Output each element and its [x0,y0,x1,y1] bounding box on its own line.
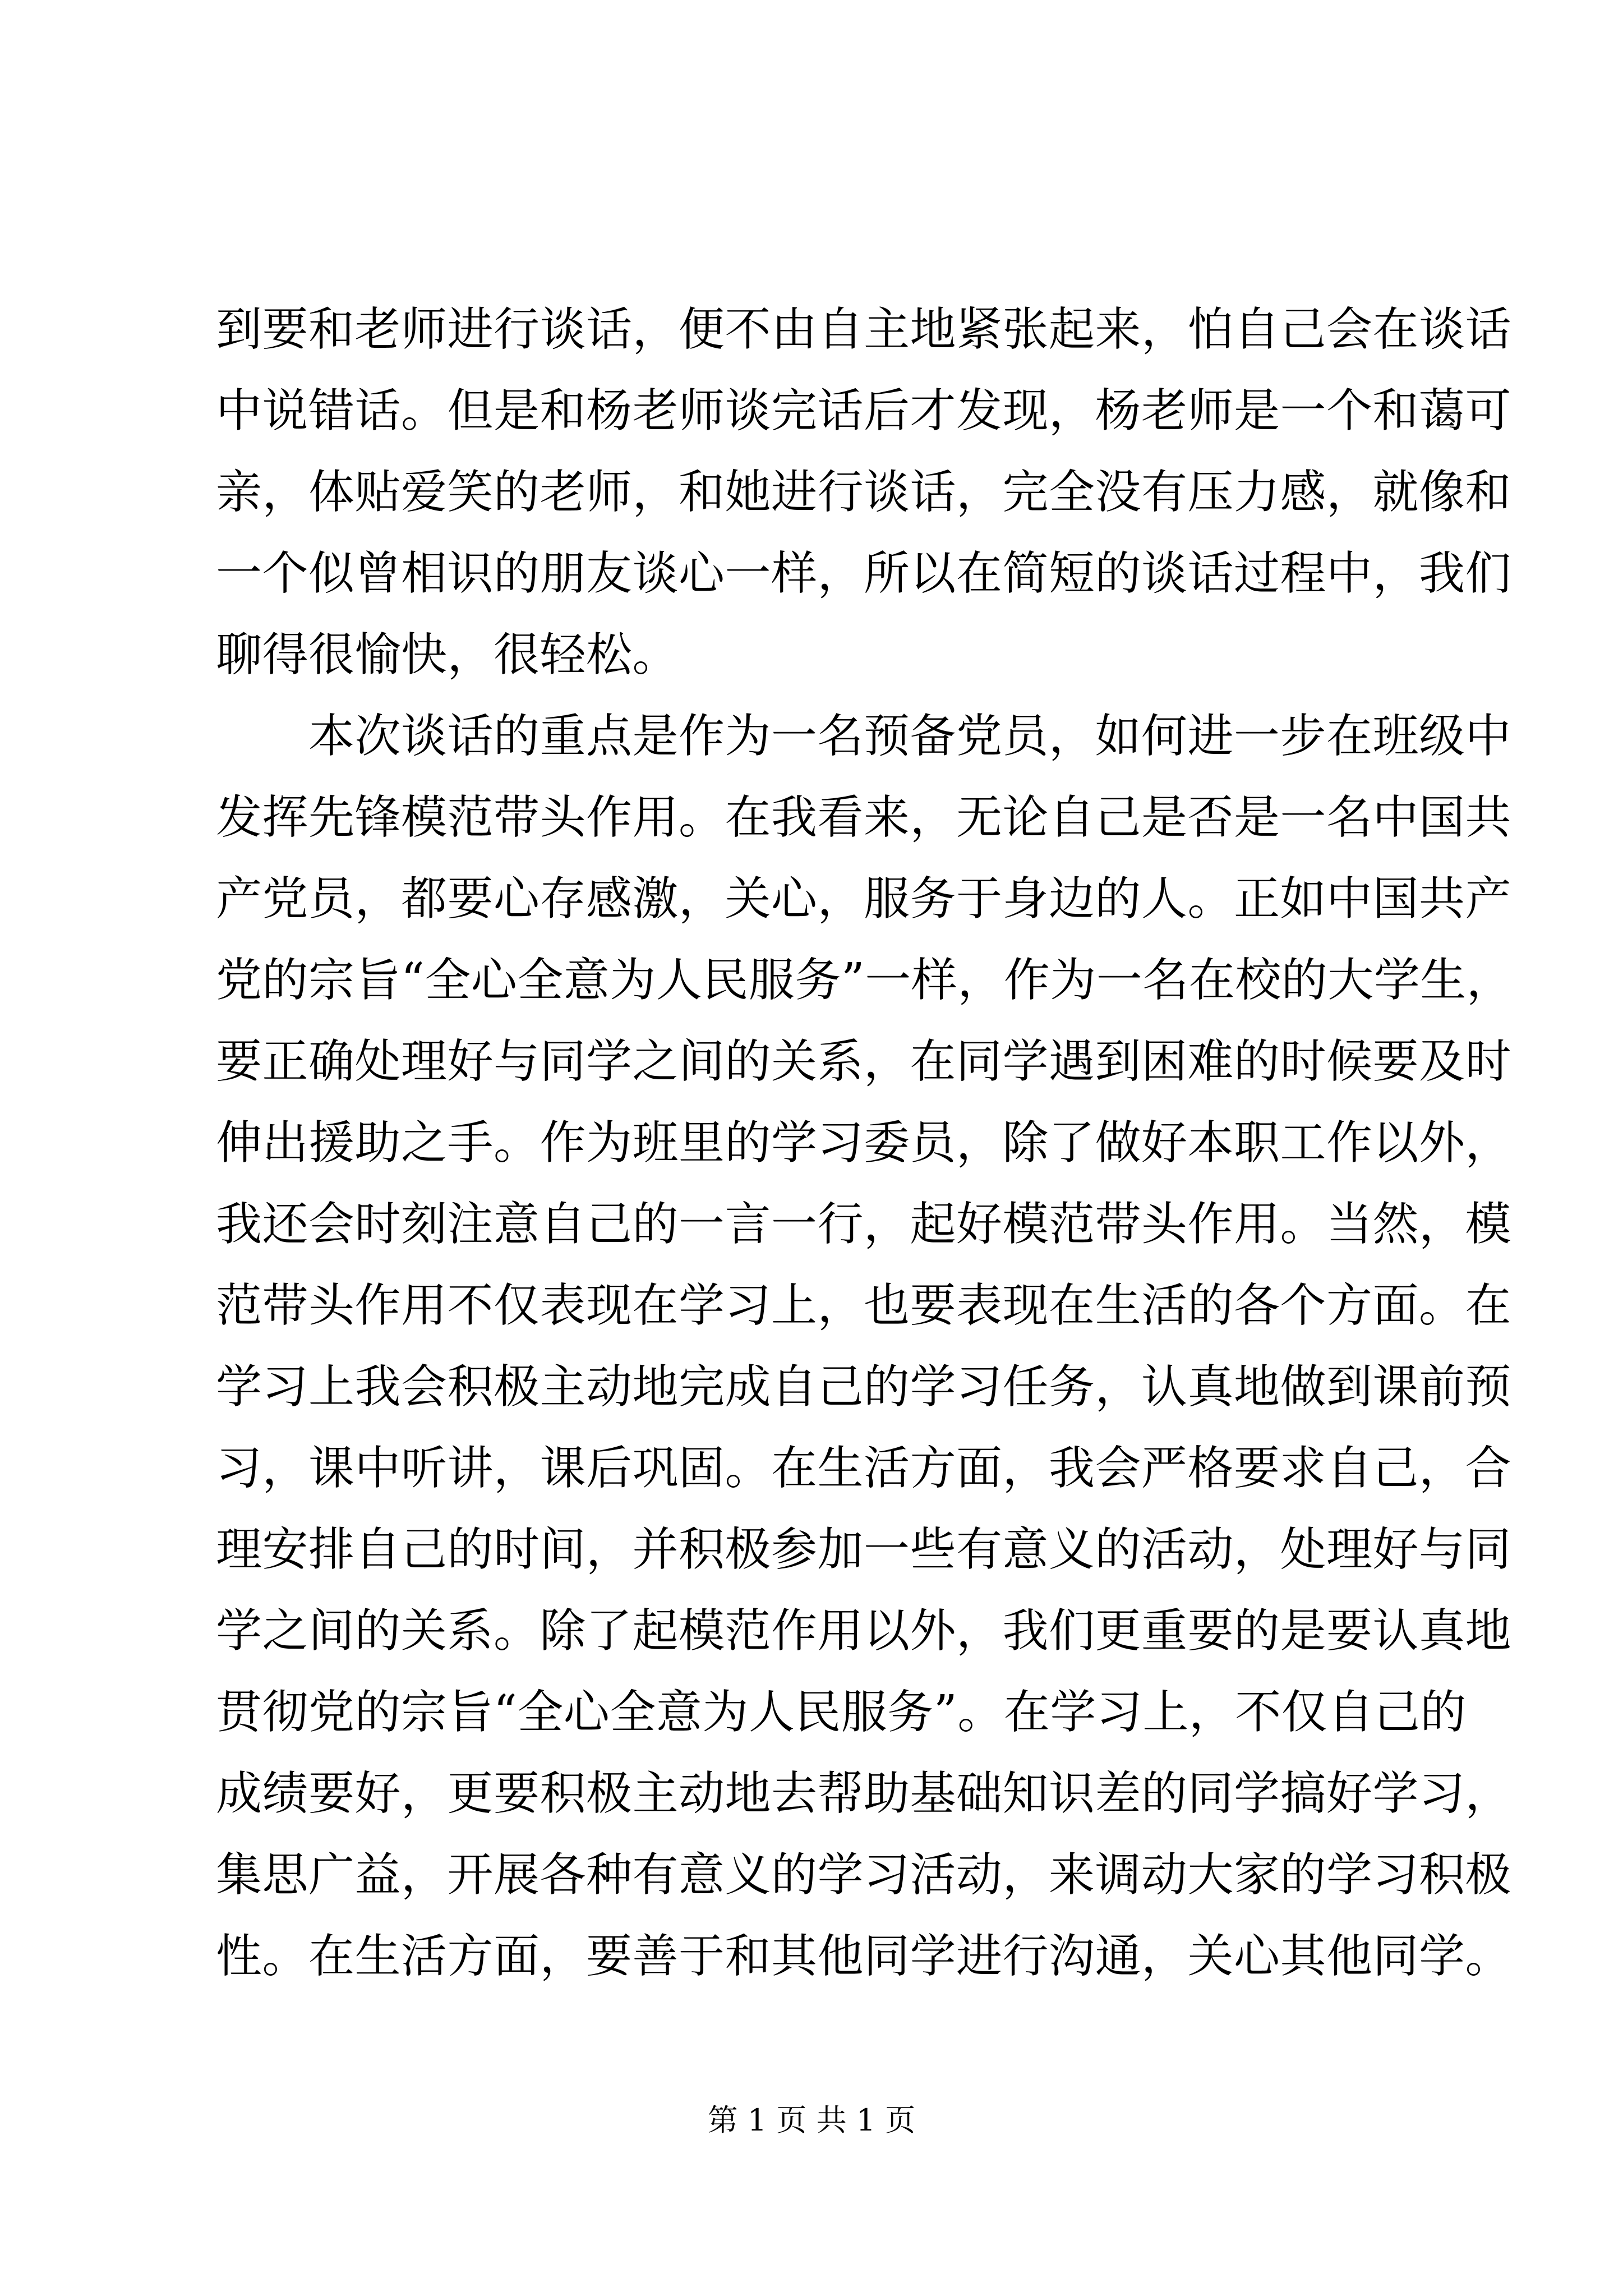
text-line: 学习上我会积极主动地完成自己的学习任务，认真地做到课前预 [216,1360,1512,1414]
text-line: 学之间的关系。除了起模范作用以外，我们更重要的是要认真地 [216,1604,1512,1658]
text-line: 到要和老师进行谈话，便不由自主地紧张起来，怕自己会在谈话 [216,303,1512,356]
text-line: 本次谈话的重点是作为一名预备党员，如何进一步在班级中 [216,710,1512,763]
text-line: 发挥先锋模范带头作用。在我看来，无论自己是否是一名中国共 [216,791,1512,844]
text-line: 理安排自己的时间，并积极参加一些有意义的活动，处理好与同 [216,1523,1512,1576]
text-line: 一个似曾相识的朋友谈心一样，所以在简短的谈话过程中，我们 [216,547,1512,600]
text-line: 范带头作用不仅表现在学习上，也要表现在生活的各个方面。在 [216,1279,1512,1332]
text-line: 要正确处理好与同学之间的关系，在同学遇到困难的时候要及时 [216,1035,1512,1088]
text-line: 聊得很愉快，很轻松。 [216,628,679,682]
text-line: 我还会时刻注意自己的一言一行，起好模范带头作用。当然，模 [216,1198,1512,1251]
page-footer: 第 1 页 共 1 页 [707,2102,916,2138]
text-line: 党的宗旨“全心全意为人民服务”一样，作为一名在校的大学生， [216,954,1513,1007]
text-line: 性。在生活方面，要善于和其他同学进行沟通，关心其他同学。 [216,1930,1512,1983]
text-line: 贯彻党的宗旨“全心全意为人民服务”。在学习上，不仅自己的 [216,1686,1467,1739]
text-line: 产党员，都要心存感激，关心，服务于身边的人。正如中国共产 [216,872,1512,926]
text-line: 习，课中听讲，课后巩固。在生活方面，我会严格要求自己，合 [216,1442,1512,1495]
text-line: 亲，体贴爱笑的老师，和她进行谈话，完全没有压力感，就像和 [216,466,1512,519]
text-line: 集思广益，开展各种有意义的学习活动，来调动大家的学习积极 [216,1848,1512,1902]
text-line: 伸出援助之手。作为班里的学习委员，除了做好本职工作以外， [216,1116,1512,1170]
text-line: 成绩要好，更要积极主动地去帮助基础知识差的同学搞好学习， [216,1767,1512,1820]
document-body [216,289,1513,1997]
text-line: 中说错话。但是和杨老师谈完话后才发现，杨老师是一个和蔼可 [216,384,1512,438]
